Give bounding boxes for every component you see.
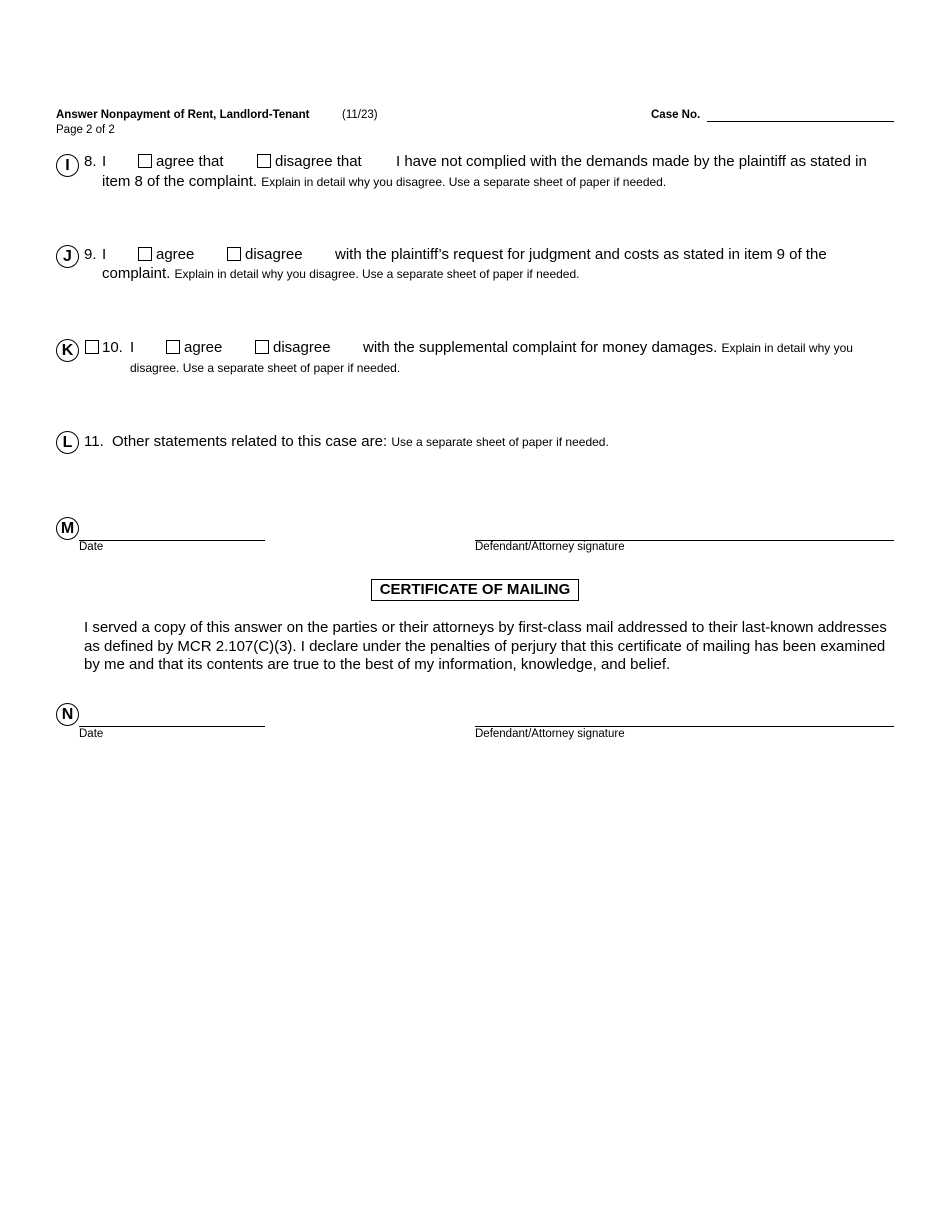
item-10-agree-label: agree xyxy=(184,339,223,356)
item-10-select-checkbox[interactable] xyxy=(85,340,99,354)
item-9-disagree-label: disagree xyxy=(245,246,303,263)
item-10-disagree-label: disagree xyxy=(273,339,331,356)
item-10-agree-checkbox[interactable] xyxy=(166,340,180,354)
marker-j-icon: J xyxy=(56,245,79,268)
item-9-number: 9. xyxy=(84,246,97,263)
item-9-disagree-checkbox[interactable] xyxy=(227,247,241,261)
signature-n-signature-label: Defendant/Attorney signature xyxy=(475,728,625,740)
item-8-number: 8. xyxy=(84,153,97,170)
signature-m-signature-label: Defendant/Attorney signature xyxy=(475,541,625,553)
item-10-instruction-line1: Explain in detail why you xyxy=(721,341,853,355)
marker-n-icon: N xyxy=(56,703,79,726)
item-8-disagree-label: disagree that xyxy=(275,153,362,170)
item-10-number: 10. xyxy=(102,339,123,356)
item-8-text-line2 xyxy=(102,173,666,190)
item-10-instruction-line2: disagree. Use a separate sheet of paper if needed. xyxy=(130,361,401,375)
item-8-instruction: Explain in detail why you disagree. Use a separate sheet of paper if needed. xyxy=(261,175,667,189)
item-11-text xyxy=(112,433,609,450)
item-9-text-line2-main: complaint. xyxy=(102,265,171,282)
signature-m-date-label: Date xyxy=(79,541,104,553)
marker-l-icon: L xyxy=(56,431,79,454)
case-no-field[interactable] xyxy=(707,121,894,122)
signature-n-signature-field[interactable] xyxy=(475,726,894,727)
marker-i-icon: I xyxy=(56,154,79,177)
item-9-agree-checkbox[interactable] xyxy=(138,247,152,261)
item-9-agree-label: agree xyxy=(156,246,195,263)
item-10-text-line1 xyxy=(363,339,853,356)
item-8-pronoun: I xyxy=(102,153,107,170)
form-version: (11/23) xyxy=(342,109,378,121)
item-10-pronoun: I xyxy=(130,339,135,356)
signature-m-date-field[interactable] xyxy=(79,540,265,541)
case-no-label: Case No. xyxy=(651,109,701,121)
item-10-disagree-checkbox[interactable] xyxy=(255,340,269,354)
item-11-number: 11. xyxy=(84,433,104,450)
item-9-pronoun: I xyxy=(102,246,107,263)
page-number: Page 2 of 2 xyxy=(56,124,115,136)
marker-k-icon: K xyxy=(56,339,79,362)
item-8-text-line1: I have not complied with the demands made by the plaintiff as stated in xyxy=(396,153,867,170)
item-10-text-main: with the supplemental complaint for money damages. xyxy=(363,339,718,356)
item-11-instruction: Use a separate sheet of paper if needed. xyxy=(391,435,609,449)
item-8-agree-label: agree that xyxy=(156,153,224,170)
certificate-title: CERTIFICATE OF MAILING xyxy=(371,579,579,601)
item-9-text-line2 xyxy=(102,265,579,282)
certificate-body: I served a copy of this answer on the parties or their attorneys by first-class mail addressed to their last-known addresses as defined by MCR 2.107(C)(3). I declare under the penalties of perjury that this certificate of mailing has been examined by me and that its contents are true to the best of my information, knowledge, and belief. xyxy=(84,619,887,674)
item-9-text-line1: with the plaintiff’s request for judgment and costs as stated in item 9 of the xyxy=(335,246,827,263)
item-8-disagree-checkbox[interactable] xyxy=(257,154,271,168)
signature-n-date-field[interactable] xyxy=(79,726,265,727)
signature-n-date-label: Date xyxy=(79,728,104,740)
item-8-text-line2-main: item 8 of the complaint. xyxy=(102,173,258,190)
form-title: Answer Nonpayment of Rent, Landlord-Tenant xyxy=(56,109,310,121)
item-11-text-main: Other statements related to this case are: xyxy=(112,433,388,450)
item-9-instruction: Explain in detail why you disagree. Use a separate sheet of paper if needed. xyxy=(174,267,580,281)
marker-m-icon: M xyxy=(56,517,79,540)
item-8-agree-checkbox[interactable] xyxy=(138,154,152,168)
